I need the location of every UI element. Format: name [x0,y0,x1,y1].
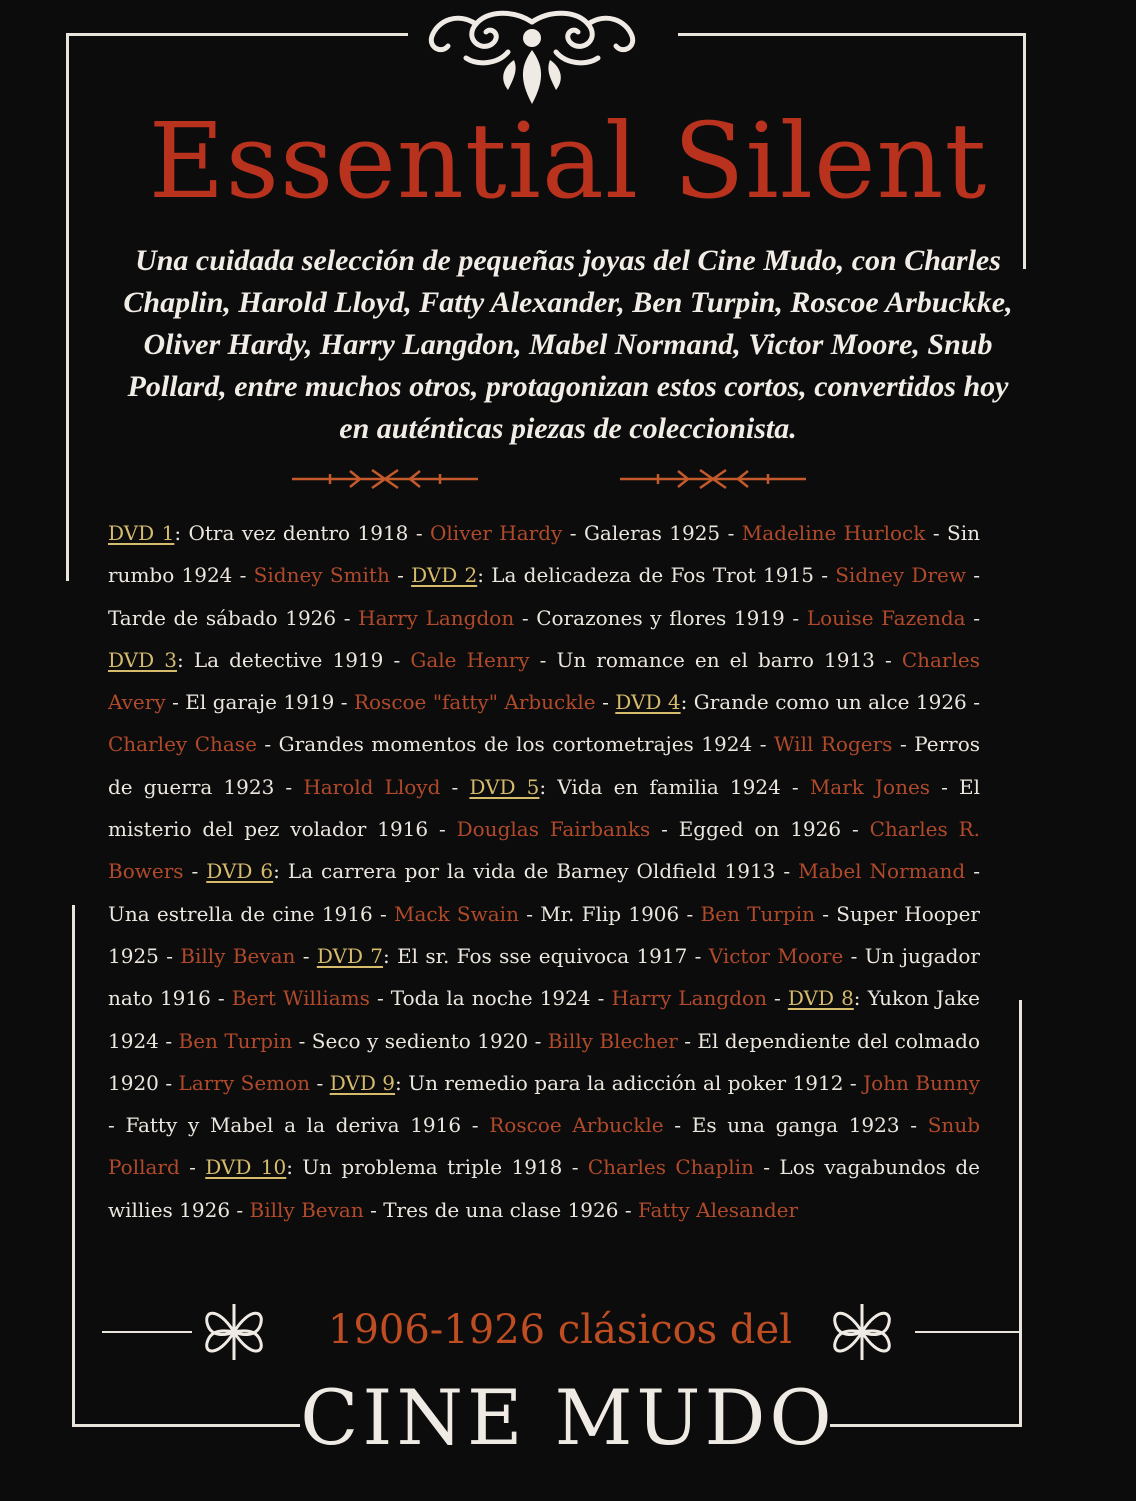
dvd-label: DVD 4 [615,690,681,715]
butterfly-ornament-icon [198,1296,270,1368]
actor-name: Louise Fazenda [806,605,966,630]
actor-name: Roscoe "fatty" Arbuckle [353,690,596,715]
footer-subtitle: 1906-1926 clásicos del [328,1307,792,1353]
listing-text: - Perros de guerra 1923 - [108,732,981,799]
actor-name: Charles R. Bowers [108,817,981,884]
listing-text: - Seco y sediento 1920 - [292,1028,548,1053]
actor-name: Ben Turpin [178,1028,293,1053]
actor-name: Sidney Drew [835,563,966,588]
dvd-label: DVD 3 [108,647,177,672]
listing-text: - Egged on 1926 - [650,817,870,842]
listing-text: - El garaje 1919 - [165,690,354,715]
actor-name: Oliver Hardy [430,521,563,545]
listing-text: - Un romance en el barro 1913 - [529,647,902,672]
footer-rule-left [102,1331,192,1333]
listing-text: - [389,563,412,588]
title: Essential Silent [148,100,988,222]
actor-name: Charles Chaplin [587,1155,754,1180]
actor-name: Gale Henry [410,647,530,672]
flourish-ornament-icon [418,8,646,110]
listing-text: - Super Hooper 1925 - [108,901,980,968]
dvd-label: DVD 8 [787,986,854,1011]
actor-name: Mack Swain [393,901,519,926]
actor-name: Billy Bevan [249,1197,364,1222]
dvd-label: DVD 9 [329,1070,396,1095]
listing-text: - [965,605,980,630]
actor-name: Will Rogers [773,732,893,757]
actor-name: Mabel Normand [798,859,966,884]
listing-text: - [595,690,616,715]
actor-name: Larry Semon [178,1070,311,1095]
listing-text: - [766,986,788,1011]
dvd-label: DVD 5 [469,774,540,799]
actor-name: Billy Blecher [547,1028,678,1053]
actor-name: Victor Moore [708,943,844,968]
dvd-label: DVD 1 [108,521,175,545]
actor-name: Charley Chase [108,732,257,757]
actor-name: Harry Langdon [358,605,515,630]
actor-name: Roscoe Arbuckle [489,1113,664,1138]
divider-ornament-icon [290,466,480,492]
actor-name: Fatty Alesander [637,1197,799,1222]
actor-name: Harry Langdon [611,986,767,1011]
listing-text: : Un problema triple 1918 - [286,1155,588,1180]
listing-text: - [310,1070,330,1095]
divider-ornament-icon [618,466,808,492]
frame-bottom-right [830,1424,1022,1427]
actor-name: Sidney Smith [253,563,390,588]
actor-name: Billy Bevan [180,943,296,968]
dvd-label: DVD 2 [411,563,478,588]
actor-name: Harold Lloyd [303,774,441,799]
listing-text: - Una estrella de cine 1916 - [108,859,980,926]
actor-name: Charles Avery [108,647,980,715]
footer-rule-right [915,1331,1019,1333]
actor-name: Ben Turpin [700,901,815,926]
frame-top-right [678,33,1026,36]
footer-main-title: CINE MUDO [300,1373,836,1462]
listing-text: - [295,943,317,968]
listing-text: - Sin rumbo 1924 - [108,521,980,588]
listing-text: - Los vagabundos de willies 1926 - [108,1155,980,1222]
listing-text: - [440,774,470,799]
listing-text: - El misterio del pez volador 1916 - [108,774,981,842]
listing-text: : Otra vez dentro 1918 - [174,521,430,545]
listing-text: - Un jugador nato 1916 - [108,943,980,1011]
listing-text: : La delicadeza de Fos Trot 1915 - [477,563,836,588]
intro-text: Una cuidada selección de pequeñas joyas del Cine Mudo, con Charles Chaplin, Harold Lloyd, Fatty Alexander, Ben Turpin, Roscoe Arbuckke, Oliver Hardy, Harry Langdon, Mabel Normand, Victor Moore, Snub Pollard, entre muchos otros, protagonizan estos cortos, convertidos hoy en auténticas piezas de coleccionista. [123,244,1013,445]
listing-text: : Grande como un alce 1926 - [680,690,980,715]
listing-text: - Mr. Flip 1906 - [518,901,701,926]
listing-text: - Grandes momentos de los cortometrajes 1924 - [256,732,774,757]
dvd-label: DVD 7 [316,943,384,968]
actor-name: Snub Pollard [108,1113,980,1180]
actor-name: Douglas Fairbanks [456,817,651,842]
dvd-listing [108,512,980,1231]
listing-text: - Fatty y Mabel a la deriva 1916 - [108,1113,490,1138]
frame-right-lower [1019,1000,1022,1427]
listing-text: : Vida en familia 1924 - [539,774,810,799]
frame-top-left [66,33,408,36]
listing-text: : La detective 1919 - [176,647,411,672]
listing-text: - Es una ganga 1923 - [663,1113,928,1138]
listing-text: - Toda la noche 1924 - [369,986,612,1011]
actor-name: Mark Jones [809,774,931,799]
dvd-label: DVD 6 [206,859,274,884]
frame-left-lower [72,905,75,1427]
actor-name: Bert Williams [231,986,370,1011]
listing-text: - Corazones y flores 1919 - [514,605,807,630]
listing-text: : El sr. Fos sse equivoca 1917 - [383,943,709,968]
listing-text: - [183,859,207,884]
listing-text: : La carrera por la vida de Barney Oldfield 1913 - [273,859,799,884]
frame-bottom-left [72,1424,300,1427]
dvd-label: DVD 10 [205,1155,287,1180]
actor-name: Madeline Hurlock [741,521,926,545]
listing-text: : Yukon Jake 1924 - [108,986,980,1053]
listing-text: - Tres de una clase 1926 - [363,1197,638,1222]
actor-name: John Bunny [863,1070,981,1095]
listing-text: - [179,1155,206,1180]
listing-text: : Un remedio para la adicción al poker 1912 - [395,1070,864,1095]
listing-text: - Tarde de sábado 1926 - [108,563,980,630]
listing-text: - Galeras 1925 - [562,521,742,545]
listing-text: - El dependiente del colmado 1920 - [108,1028,980,1095]
